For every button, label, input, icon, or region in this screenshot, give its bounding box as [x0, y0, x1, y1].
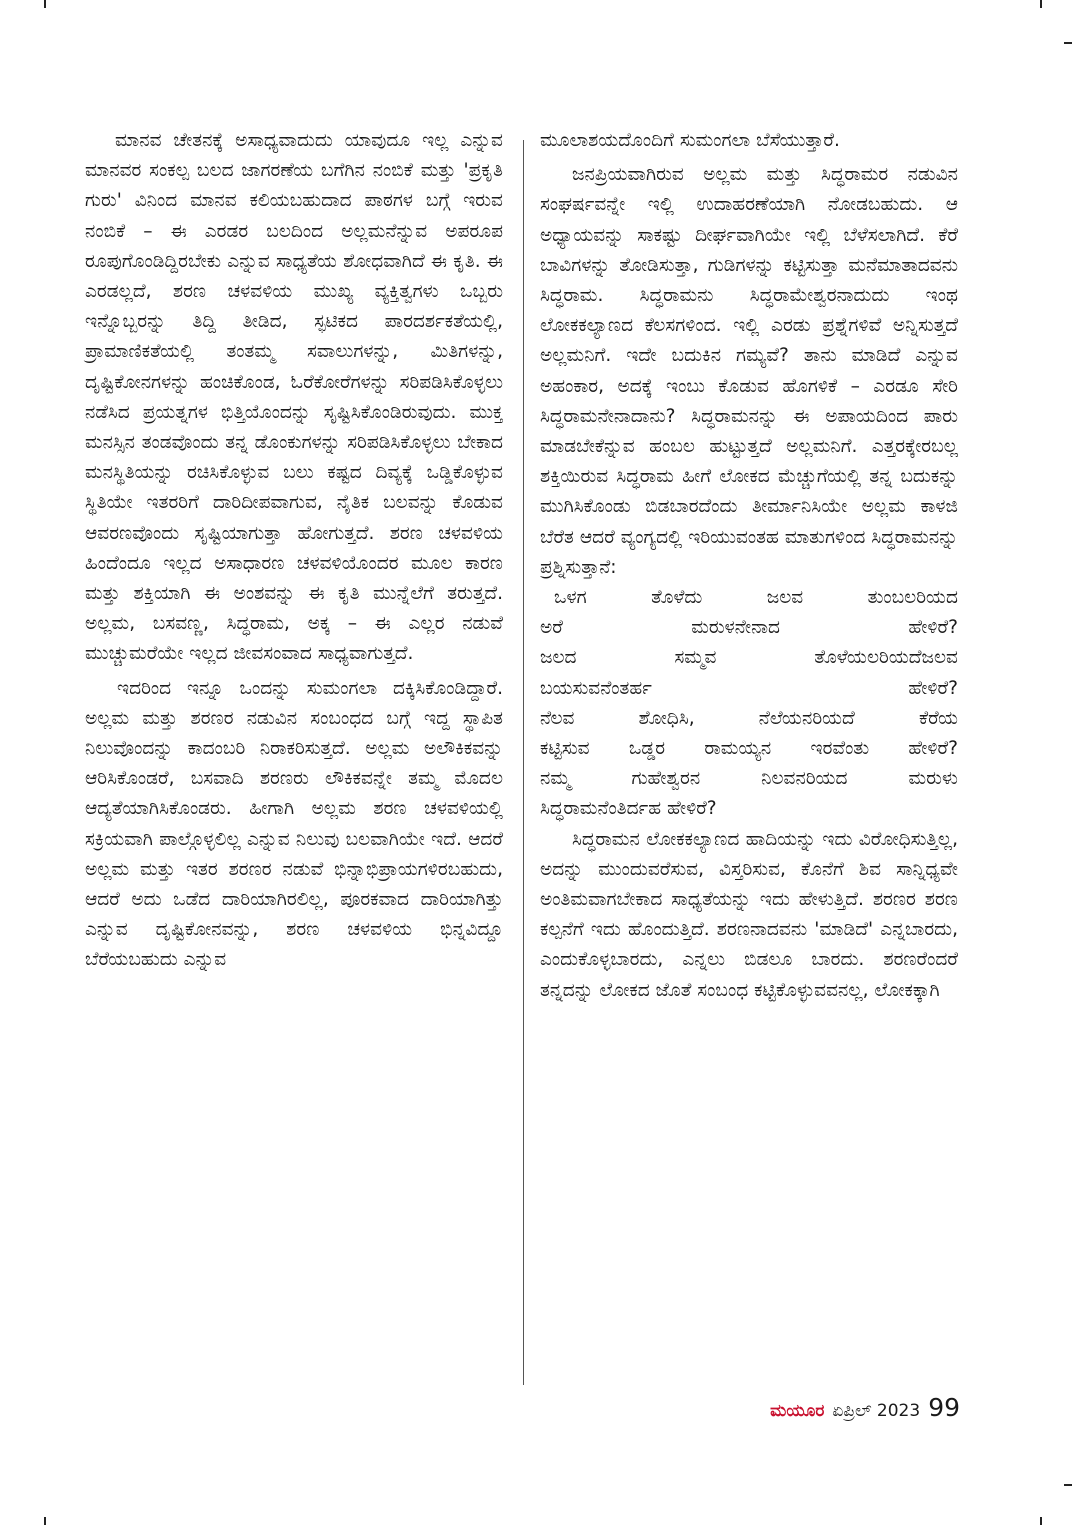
verse-word: ಸಿದ್ಧರಾಮನೆಂತಿರ್ದಹ ಹೇಳಿರೆ? [540, 798, 717, 820]
verse-word: ನಿಲವನರಿಯದ [761, 768, 848, 790]
crop-mark-right-upper [1064, 42, 1072, 44]
issue-month-year: ಏಪ್ರಿಲ್ 2023 [832, 1401, 921, 1421]
verse-line-7 [540, 764, 958, 794]
verse-word: ಹೇಳಿರೆ? [908, 677, 958, 699]
verse-word: ಒಡ್ಡರ [628, 738, 666, 760]
verse-word: ಅರೆ [540, 617, 563, 639]
verse-word: ತೊಳೆದು [651, 587, 703, 609]
right-paragraph-2: ಜನಪ್ರಿಯವಾಗಿರುವ ಅಲ್ಲಮ ಮತ್ತು ಸಿದ್ಧರಾಮರ ನಡುವಿನ ಸಂಘರ್ಷವನ್ನೇ ಇಲ್ಲಿ ಉದಾಹರಣೆಯಾಗಿ ನೋಡಬಹುದು. ಆ ಅಧ್ಯಾಯವನ್ನು ಸಾಕಷ್ಟು ದೀರ್ಘವಾಗಿಯೇ ಇಲ್ಲಿ ಬೆಳೆಸಲಾಗಿದೆ. ಕೆರೆ ಬಾವಿಗಳನ್ನು ತೋಡಿಸುತ್ತಾ, ಗುಡಿಗಳನ್ನು ಕಟ್ಟಿಸುತ್ತಾ ಮನೆಮಾತಾದವನು ಸಿದ್ಧರಾಮ. ಸಿದ್ಧರಾಮನು ಸಿದ್ಧರಾಮೇಶ್ವರನಾದುದು ಇಂಥ ಲೋಕಕಲ್ಯಾಣದ ಕೆಲಸಗಳಿಂದ. ಇಲ್ಲಿ ಎರಡು ಪ್ರಶ್ನೆಗಳಿವೆ ಅನ್ನಿಸುತ್ತದೆ ಅಲ್ಲಮನಿಗೆ. ಇದೇ ಬದುಕಿನ ಗಮ್ಯವೆ? ತಾನು ಮಾಡಿದೆ ಎನ್ನುವ ಅಹಂಕಾರ, ಅದಕ್ಕೆ ಇಂಬು ಕೊಡುವ ಹೊಗಳಿಕೆ – ಎರಡೂ ಸೇರಿ ಸಿದ್ಧರಾಮನೇನಾದಾನು? ಸಿದ್ಧರಾಮನನ್ನು ಈ ಅಪಾಯದಿಂದ ಪಾರು ಮಾಡಬೇಕೆನ್ನುವ ಹಂಬಲ ಹುಟ್ಟುತ್ತದೆ ಅಲ್ಲಮನಿಗೆ. ಎತ್ತರಕ್ಕೇರಬಲ್ಲ ಶಕ್ತಿಯಿರುವ ಸಿದ್ಧರಾಮ ಹೀಗೆ ಲೋಕದ ಮೆಚ್ಚುಗೆಯಲ್ಲಿ ತನ್ನ ಬದುಕನ್ನು ಮುಗಿಸಿಕೊಂಡು ಬಿಡಬಾರದೆಂದು ತೀರ್ಮಾನಿಸಿಯೇ ಅಲ್ಲಮ ಕಾಳಜಿ ಬೆರೆತ ಆದರೆ ವ್ಯಂಗ್ಯದಲ್ಲಿ ಇರಿಯುವಂತಹ ಮಾತುಗಳಿಂದ ಸಿದ್ಧರಾಮನನ್ನು ಪ್ರಶ್ನಿಸುತ್ತಾನೆ: [540, 164, 958, 578]
verse-line-6 [540, 734, 958, 764]
verse-word: ಕೆರೆಯ [918, 707, 958, 729]
column-divider [523, 140, 524, 1385]
verse-line-8 [540, 794, 958, 824]
left-paragraph-1: ಮಾನವ ಚೇತನಕ್ಕೆ ಅಸಾಧ್ಯವಾದುದು ಯಾವುದೂ ಇಲ್ಲ ಎನ್ನುವ ಮಾನವರ ಸಂಕಲ್ಪ ಬಲದ ಜಾಗರಣೆಯ ಬಗೆಗಿನ ನಂಬಿಕೆ ಮತ್ತು 'ಪ್ರಕೃತಿ ಗುರು' ವಿನಿಂದ ಮಾನವ ಕಲಿಯಬಹುದಾದ ಪಾಠಗಳ ಬಗ್ಗೆ ಇರುವ ನಂಬಿಕೆ – ಈ ಎರಡರ ಬಲದಿಂದ ಅಲ್ಲಮನೆನ್ನುವ ಅಪರೂಪ ರೂಪುಗೊಂಡಿದ್ದಿರಬೇಕು ಎನ್ನುವ ಸಾಧ್ಯತೆಯ ಶೋಧವಾಗಿದೆ ಈ ಕೃತಿ. ಈ ಎರಡಲ್ಲದೆ, ಶರಣ ಚಳವಳಿಯ ಮುಖ್ಯ ವ್ಯಕ್ತಿತ್ವಗಳು ಒಬ್ಬರು ಇನ್ನೊಬ್ಬರನ್ನು ತಿದ್ದಿ ತೀಡಿದ, ಸ್ಫಟಿಕದ ಪಾರದರ್ಶಕತೆಯಲ್ಲಿ, ಪ್ರಾಮಾಣಿಕತೆಯಲ್ಲಿ ತಂತಮ್ಮ ಸವಾಲುಗಳನ್ನು, ಮಿತಿಗಳನ್ನು, ದೃಷ್ಟಿಕೋನಗಳನ್ನು ಹಂಚಿಕೊಂಡ, ಓರೆಕೋರೆಗಳನ್ನು ಸರಿಪಡಿಸಿಕೊಳ್ಳಲು ನಡೆಸಿದ ಪ್ರಯತ್ನಗಳ ಭಿತ್ತಿಯೊಂದನ್ನು ಸೃಷ್ಟಿಸಿಕೊಂಡಿರುವುದು. ಮುಕ್ತ ಮನಸ್ಸಿನ ತಂಡವೊಂದು ತನ್ನ ಡೊಂಕುಗಳನ್ನು ಸರಿಪಡಿಸಿಕೊಳ್ಳಲು ಬೇಕಾದ ಮನಸ್ಥಿತಿಯನ್ನು ರಚಿಸಿಕೊಳ್ಳುವ ಬಲು ಕಷ್ಟದ ದಿವ್ಯಕ್ಕೆ ಒಡ್ಡಿಕೊಳ್ಳುವ ಸ್ಥಿತಿಯೇ ಇತರರಿಗೆ ದಾರಿದೀಪವಾಗುವ, ನೈತಿಕ ಬಲವನ್ನು ಕೊಡುವ ಆವರಣವೊಂದು ಸೃಷ್ಟಿಯಾಗುತ್ತಾ ಹೋಗುತ್ತದೆ. ಶರಣ ಚಳವಳಿಯ ಹಿಂದೆಂದೂ ಇಲ್ಲದ ಅಸಾಧಾರಣ ಚಳವಳಿಯೊಂದರ ಮೂಲ ಕಾರಣ ಮತ್ತು ಶಕ್ತಿಯಾಗಿ ಈ ಅಂಶವನ್ನು ಈ ಕೃತಿ ಮುನ್ನೆಲೆಗೆ ತರುತ್ತದೆ. ಅಲ್ಲಮ, ಬಸವಣ್ಣ, ಸಿದ್ಧರಾಮ, ಅಕ್ಕ – ಈ ಎಲ್ಲರ ನಡುವೆ ಮುಚ್ಚುಮರೆಯೇ ಇಲ್ಲದ ಜೀವಸಂವಾದ ಸಾಧ್ಯವಾಗುತ್ತದೆ. [85, 130, 503, 665]
verse-line-2 [540, 613, 958, 643]
verse-word: ಕಟ್ಟಿಸುವ [540, 738, 590, 760]
crop-mark-top-right [1040, 0, 1042, 8]
verse-word: ತೊಳೆಯಲರಿಯದೆಜಲವ [814, 647, 958, 669]
verse-word: ತುಂಬಲರಿಯದ [867, 587, 958, 609]
verse-word: ಜಲದ [540, 647, 577, 669]
verse-line-3 [540, 643, 958, 673]
verse-word: ಒಳಗ [554, 587, 587, 609]
verse-word: ನೆಲವ [540, 707, 575, 729]
verse-word: ನಮ್ಮ [540, 768, 571, 790]
crop-mark-bottom-left [44, 1517, 46, 1525]
right-column [540, 126, 958, 1006]
right-paragraph-3: ಸಿದ್ಧರಾಮನ ಲೋಕಕಲ್ಯಾಣದ ಹಾದಿಯನ್ನು ಇದು ವಿರೋಧಿಸುತ್ತಿಲ್ಲ, ಅದನ್ನು ಮುಂದುವರೆಸುವ, ವಿಸ್ತರಿಸುವ, ಕೊನೆಗೆ ಶಿವ ಸಾನ್ನಿಧ್ಯವೇ ಅಂತಿಮವಾಗಬೇಕಾದ ಸಾಧ್ಯತೆಯನ್ನು ಇದು ಹೇಳುತ್ತಿದೆ. ಶರಣರ ಶರಣ ಕಲ್ಪನೆಗೆ ಇದು ಹೊಂದುತ್ತಿದೆ. ಶರಣನಾದವನು 'ಮಾಡಿದೆ' ಎನ್ನಬಾರದು, ಎಂದುಕೊಳ್ಳಬಾರದು, ಎನ್ನಲು ಬಿಡಲೂ ಬಾರದು. ಶರಣರೆಂದರೆ ತನ್ನದನ್ನು ಲೋಕದ ಜೊತೆ ಸಂಬಂಧ ಕಟ್ಟಿಕೊಳ್ಳುವವನಲ್ಲ, ಲೋಕಕ್ಕಾಗಿ [540, 828, 958, 1001]
crop-mark-bottom-right [1040, 1517, 1042, 1525]
verse-word: ಮರುಳು [908, 768, 958, 790]
verse-word: ರಾಮಯ್ಯನ [704, 738, 772, 760]
verse-word: ಬಯಸುವನೆಂತರ್ಹ [540, 677, 652, 699]
crop-mark-right-lower [1064, 1484, 1072, 1486]
verse-word: ಶೋಧಿಸಿ, [638, 707, 695, 729]
verse-word: ಮರುಳನೇನಾದ [691, 617, 781, 639]
verse-word: ಜಲವ [766, 587, 804, 609]
verse-line-1 [540, 583, 958, 613]
verse-word: ಹೇಳಿರೆ? [908, 617, 958, 639]
right-continuation-line: ಮೂಲಾಶಯದೊಂದಿಗೆ ಸುಮಂಗಲಾ ಬೆಸೆಯುತ್ತಾರೆ. [540, 130, 840, 151]
verse-word: ಗುಹೇಶ್ವರನ [631, 768, 701, 790]
left-column [85, 126, 503, 976]
page-footer [770, 1393, 960, 1422]
vachana-verse [540, 583, 958, 825]
verse-line-4 [540, 674, 958, 704]
left-paragraph-2: ಇದರಿಂದ ಇನ್ನೂ ಒಂದನ್ನು ಸುಮಂಗಲಾ ದಕ್ಕಿಸಿಕೊಂಡಿದ್ದಾರೆ. ಅಲ್ಲಮ ಮತ್ತು ಶರಣರ ನಡುವಿನ ಸಂಬಂಧದ ಬಗ್ಗೆ ಇದ್ದ ಸ್ಥಾಪಿತ ನಿಲುವೊಂದನ್ನು ಕಾದಂಬರಿ ನಿರಾಕರಿಸುತ್ತದೆ. ಅಲ್ಲಮ ಅಲೌಕಿಕವನ್ನು ಆರಿಸಿಕೊಂಡರೆ, ಬಸವಾದಿ ಶರಣರು ಲೌಕಿಕವನ್ನೇ ತಮ್ಮ ಮೊದಲ ಆದ್ಯತೆಯಾಗಿಸಿಕೊಂಡರು. ಹೀಗಾಗಿ ಅಲ್ಲಮ ಶರಣ ಚಳವಳಿಯಲ್ಲಿ ಸಕ್ರಿಯವಾಗಿ ಪಾಲ್ಗೊಳ್ಳಲಿಲ್ಲ ಎನ್ನುವ ನಿಲುವು ಬಲವಾಗಿಯೇ ಇದೆ. ಆದರೆ ಅಲ್ಲಮ ಮತ್ತು ಇತರ ಶರಣರ ನಡುವೆ ಭಿನ್ನಾಭಿಪ್ರಾಯಗಳಿರಬಹುದು, ಆದರೆ ಅದು ಒಡೆದ ದಾರಿಯಾಗಿರಲಿಲ್ಲ, ಪೂರಕವಾದ ದಾರಿಯಾಗಿತ್ತು ಎನ್ನುವ ದೃಷ್ಟಿಕೋನವನ್ನು, ಶರಣ ಚಳವಳಿಯ ಭಿನ್ನವಿದ್ದೂ ಬೆರೆಯಬಹುದು ಎನ್ನುವ [85, 677, 503, 971]
verse-line-5 [540, 704, 958, 734]
verse-word: ಇರವೆಂತು [810, 738, 870, 760]
verse-word: ಸಮ್ಮವ [674, 647, 717, 669]
crop-mark-top-left [44, 0, 46, 8]
verse-word: ನೆಲೆಯನರಿಯದೆ [758, 707, 855, 729]
page-number: 99 [928, 1393, 960, 1422]
magazine-logo: ಮಯೂರ [770, 1401, 825, 1421]
verse-word: ಹೇಳಿರೆ? [908, 738, 958, 760]
